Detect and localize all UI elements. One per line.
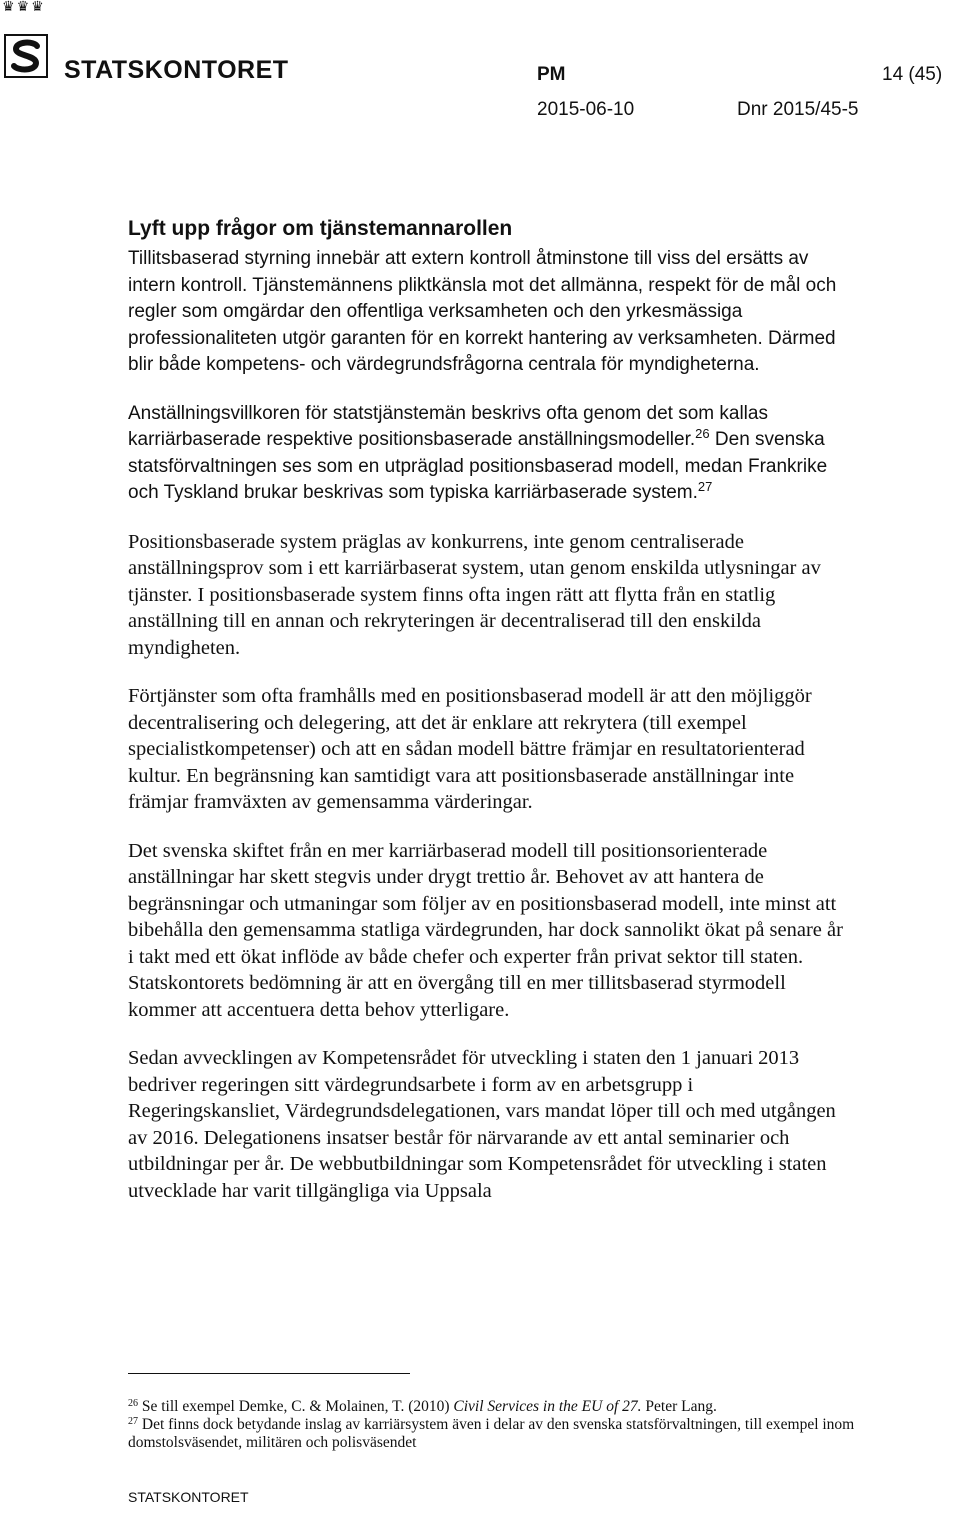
page-number: 14 (45)	[882, 64, 943, 85]
doc-type: PM	[537, 64, 566, 85]
footnote-ref-27[interactable]: 27	[697, 479, 713, 494]
footnote-publisher: Peter Lang.	[641, 1398, 717, 1415]
footnote-27	[128, 1416, 858, 1452]
footnote-title: Civil Services in the EU of 27.	[453, 1398, 642, 1415]
footnote-text: Se till exempel Demke, C. & Molainen, T. (2010)	[138, 1398, 454, 1415]
crown-icon: ♛	[2, 0, 15, 15]
paragraph-2-part-b: Den svenska statsförvaltningen ses som en utpräglad positionsbaserad modell, medan Frankrike och Tyskland brukar beskrivas som typiska karriärbaserade system.	[128, 429, 828, 503]
paragraph-1: Tillitsbaserad styrning innebär att extern kontroll åtminstone till viss del ersätts av intern kontroll. Tjänstemännens pliktkänsla mot det allmänna, respekt för de mål och regler som omgärdar den offentliga verksamheten och den yrkesmässiga professionaliteten utgör garanten för en korrekt hantering av verksamheten. Därmed blir både kompetens- och värdegrundsfrågorna centrala för myndigheterna.	[128, 248, 837, 375]
footnote-divider	[128, 1373, 410, 1374]
crowns	[2, 0, 44, 14]
statskontoret-s-logo-icon	[4, 34, 48, 78]
paragraph-3: Positionsbaserade system präglas av konkurrens, inte genom centraliserade anställningsprov som i ett karriärbaserat system, utan genom enskilda utlysningar av tjänster. I positionsbaserade system finns ofta ingen rätt att flytta från en statlig anställning till en annan och rekryteringen är decentraliserad till den enskilda myndigheten.	[128, 530, 821, 659]
footnote-text: Det finns dock betydande inslag av karriärsystem även i delar av den svenska statsförvaltningen, till exempel inom domstolsväsendet, militären och polisväsendet	[128, 1416, 855, 1451]
crown-icon: ♛	[16, 0, 30, 15]
footer-brand: STATSKONTORET	[128, 1489, 249, 1505]
paragraph-5: Det svenska skiftet från en mer karriärbaserad modell till positionsorienterade anställningar har skett stegvis under drygt trettio år. Behovet av att hantera de begränsningar och utmaningar som följer av en positionsbaserad modell, inte minst att bibehålla den gemensamma statliga värdegrunden, har dock sannolikt ökat på senare år i takt med ett ökat inflöde av både chefer och experter från privat sektor till staten. Statskontorets bedömning är att en övergång till en mer tillitsbaserad styrmodell kommer att accentuera detta behov ytterligare.	[128, 839, 843, 1021]
paragraph-2-part-a: Anställningsvillkoren för statstjänstemän beskrivs ofta genom det som kallas karriärbaserade respektive positionsbaserade anställningsmodeller.	[128, 402, 768, 450]
main-content	[128, 216, 848, 1226]
footnote-26	[128, 1398, 858, 1416]
footnote-number: 27	[128, 1416, 138, 1427]
footnote-ref-26[interactable]: 26	[695, 426, 710, 441]
section-heading: Lyft upp frågor om tjänstemannarollen	[128, 217, 513, 240]
paragraph-6: Sedan avvecklingen av Kompetensrådet för utveckling i staten den 1 januari 2013 bedriver regeringen sitt värdegrundsarbete i form av en arbetsgrupp i Regeringskansliet, Värdegrundsdelegationen, vars mandat löper till och med utgången av 2016. Delegationens insatser består för närvarande av ett antal seminarier och utbildningar per år. De webbutbildningar som Kompetensrådet för utveckling i staten utvecklade har varit tillgängliga via Uppsala	[128, 1047, 836, 1202]
doc-dnr: Dnr 2015/45-5	[737, 99, 859, 120]
paragraph-2	[128, 401, 848, 507]
footnote-number: 26	[128, 1398, 138, 1409]
crown-icon: ♛	[31, 0, 44, 15]
footnotes	[128, 1398, 858, 1452]
doc-date: 2015-06-10	[537, 99, 635, 120]
paragraph-4: Förtjänster som ofta framhålls med en positionsbaserad modell är att den möjliggör decentralisering och delegering, att det är enklare att rekrytera (till exempel specialistkompetenser) och att en sådan modell bättre främjar en resultatorienterad kultur. En begränsning kan samtidigt vara att positionsbaserade anställningar inte främjar framväxten av gemensamma värderingar.	[128, 685, 812, 813]
brand-name: STATSKONTORET	[64, 56, 289, 84]
logo	[2, 0, 44, 14]
